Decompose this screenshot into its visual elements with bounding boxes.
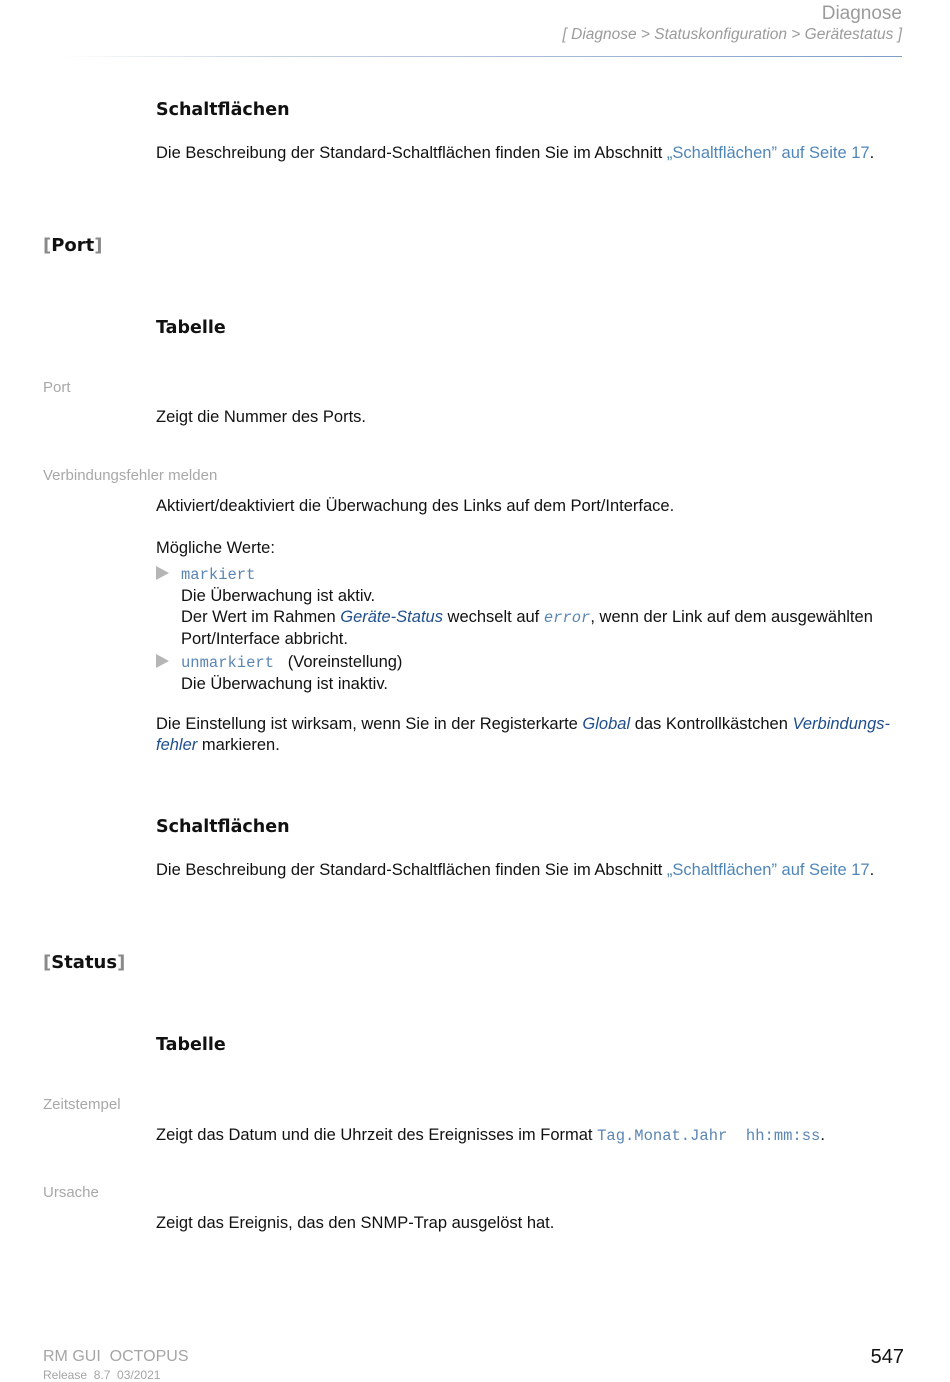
table-heading-status: Tabelle (156, 1035, 226, 1055)
bracket-open: [ (43, 952, 52, 973)
option-unmarked-line1: Die Überwachung ist inaktiv. (181, 675, 388, 693)
buttons-link[interactable]: „Schaltflächen” auf Seite 17 (666, 144, 870, 162)
timestamp-text-end: . (820, 1126, 825, 1144)
option-unmarked (181, 652, 904, 695)
option-marked-line2 (181, 607, 904, 650)
buttons-text: Die Beschreibung der Standard-Schaltflächen finden Sie im Abschnitt (156, 144, 667, 162)
param-label-cause: Ursache (43, 1184, 99, 1201)
device-status-ref: Geräte-Status (340, 608, 443, 626)
bracket-close: ] (94, 235, 103, 256)
option-marked-line1: Die Überwachung ist aktiv. (181, 587, 376, 605)
setting-note (156, 714, 904, 756)
header-divider (60, 56, 902, 57)
param-desc-link-error: Aktiviert/deaktiviert die Überwachung des Links auf dem Port/Interface. (156, 497, 675, 515)
note-text: Die Einstellung ist wirksam, wenn Sie in der Registerkarte (156, 715, 583, 733)
option-marked-value: markiert (181, 566, 256, 584)
footer-release: Release 8.7 03/2021 (43, 1368, 161, 1382)
note-text-3: markieren. (197, 736, 280, 754)
footer-product: RM GUI OCTOPUS (43, 1348, 189, 1365)
error-value: error (543, 609, 591, 627)
timestamp-format: Tag.Monat.Jahr hh:mm:ss (597, 1127, 821, 1145)
param-desc-timestamp (156, 1125, 904, 1147)
global-tab-ref: Global (582, 715, 631, 733)
option-marked-text-3: , wenn der Link auf dem ausgewählten Port/Interface abbricht. (181, 608, 873, 648)
option-unmarked-value: unmarkiert (181, 654, 275, 672)
breadcrumb: [ Diagnose > Statuskonfiguration > Gerätestatus ] (562, 26, 902, 43)
buttons-description-2 (156, 860, 904, 881)
bullet-triangle-icon (156, 654, 169, 668)
section-title-status (43, 952, 125, 973)
note-text-2: das Kontrollkästchen (630, 715, 793, 733)
bracket-close: ] (117, 952, 126, 973)
section-title-port (43, 235, 103, 256)
bracket-open: [ (43, 235, 52, 256)
timestamp-text: Zeigt das Datum und die Uhrzeit des Ereignisses im Format (156, 1126, 598, 1144)
port-title: Port (51, 235, 95, 256)
param-label-timestamp: Zeitstempel (43, 1096, 121, 1113)
buttons-text-end: . (869, 861, 875, 879)
param-label-port: Port (43, 379, 71, 396)
section-heading-buttons-2: Schaltflächen (156, 817, 290, 837)
link-error-checkbox-ref: Verbindungs-fehler (156, 715, 891, 754)
buttons-description (156, 143, 904, 164)
option-default: (Voreinstellung) (287, 653, 403, 671)
buttons-link-2[interactable]: „Schaltflächen” auf Seite 17 (666, 861, 870, 879)
option-marked (181, 564, 904, 650)
page-number: 547 (870, 1346, 904, 1368)
option-marked-text: Der Wert im Rahmen (181, 608, 341, 626)
buttons-text-end: . (869, 144, 875, 162)
table-heading-port: Tabelle (156, 318, 226, 338)
page-header-title: Diagnose (821, 3, 902, 24)
param-label-link-error: Verbindungsfehler melden (43, 467, 218, 484)
param-desc-port: Zeigt die Nummer des Ports. (156, 408, 366, 426)
section-heading-buttons: Schaltflächen (156, 100, 290, 120)
param-desc-cause: Zeigt das Ereignis, das den SNMP-Trap ausgelöst hat. (156, 1214, 555, 1232)
option-marked-text-2: wechselt auf (442, 608, 544, 626)
possible-values-intro: Mögliche Werte: (156, 539, 275, 557)
buttons-text: Die Beschreibung der Standard-Schaltflächen finden Sie im Abschnitt (156, 861, 667, 879)
bullet-triangle-icon (156, 566, 169, 580)
status-title: Status (51, 952, 118, 973)
